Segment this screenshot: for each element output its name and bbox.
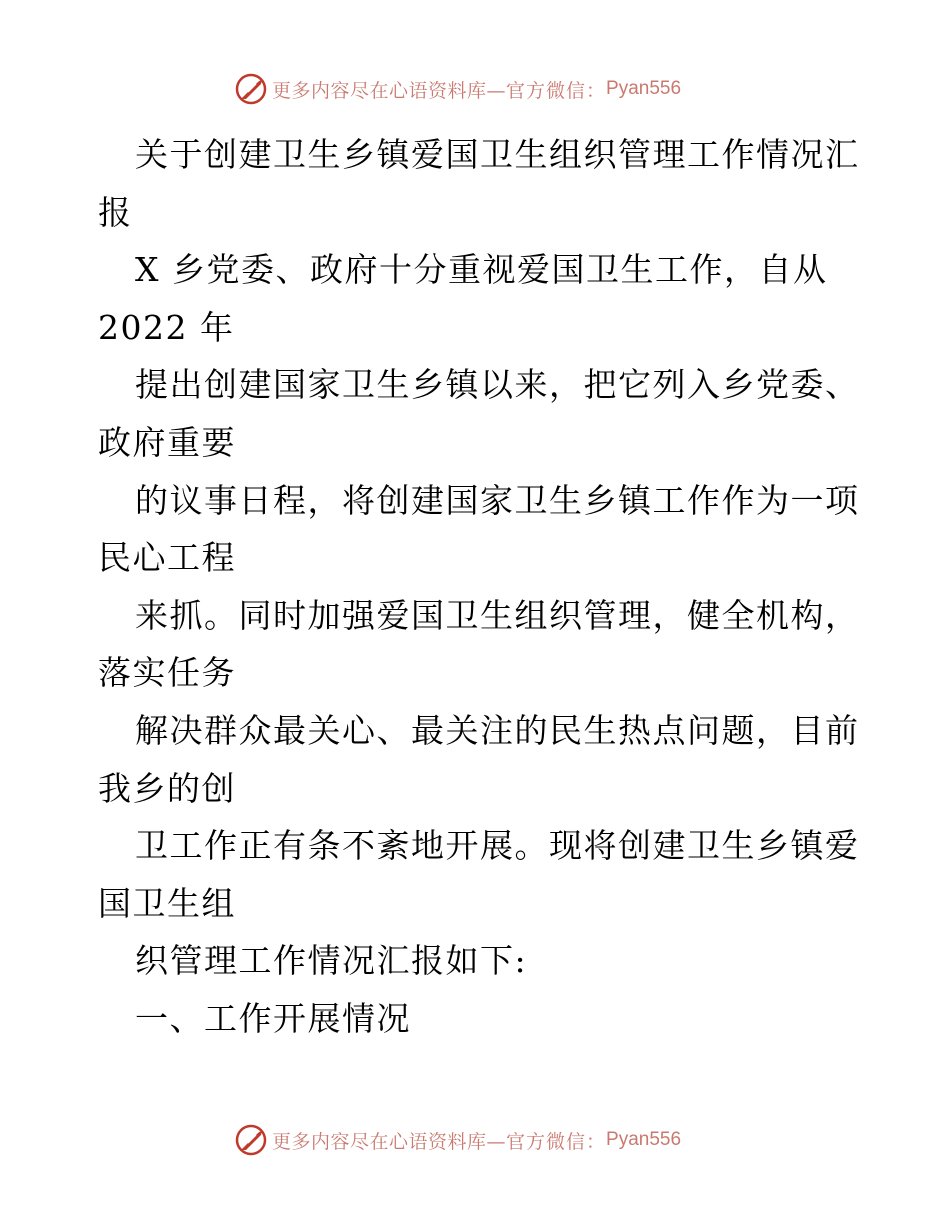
document-body: [98, 126, 858, 1048]
banner-wechat-label: 官方微信：: [506, 1130, 607, 1153]
banner-text: 更多内容尽在心语资料库—: [272, 1130, 507, 1153]
document-line: 国卫生组: [98, 883, 236, 923]
document-line: 2022 年: [98, 307, 235, 347]
document-line: 关于创建卫生乡镇爱国卫生组织管理工作情况汇: [135, 135, 860, 174]
header-banner: [234, 71, 681, 107]
document-line: 民心工程: [98, 538, 236, 578]
banner-wechat-id: Pyan556: [606, 78, 682, 99]
feather-pen-logo-icon: [234, 72, 268, 106]
document-line: 织管理工作情况汇报如下:: [135, 941, 528, 981]
banner-wechat-id: Pyan556: [606, 1129, 682, 1150]
document-line: 报: [98, 192, 133, 232]
document-line: 解决群众最关心、最关注的民生热点问题，目前: [135, 710, 860, 750]
document-line: 政府重要: [98, 422, 236, 462]
footer-banner: [234, 1122, 681, 1158]
document-line: 来抓。同时加强爱国卫生组织管理，健全机构，: [135, 595, 860, 635]
document-line: 我乡的创: [98, 768, 236, 808]
document-line: 落实任务: [98, 653, 236, 693]
document-line: 的议事日程，将创建国家卫生乡镇工作作为一项: [135, 480, 860, 520]
banner-wechat-label: 官方微信：: [506, 79, 607, 102]
banner-text: 更多内容尽在心语资料库—: [272, 79, 507, 102]
document-line: 卫工作正有条不紊地开展。现将创建卫生乡镇爱: [135, 826, 860, 866]
document-line: 提出创建国家卫生乡镇以来，把它列入乡党委、: [135, 365, 860, 405]
document-line: X 乡党委、政府十分重视爱国卫生工作，自从: [135, 250, 828, 290]
document-line: 一、工作开展情况: [135, 998, 411, 1038]
feather-pen-logo-icon: [234, 1123, 268, 1157]
